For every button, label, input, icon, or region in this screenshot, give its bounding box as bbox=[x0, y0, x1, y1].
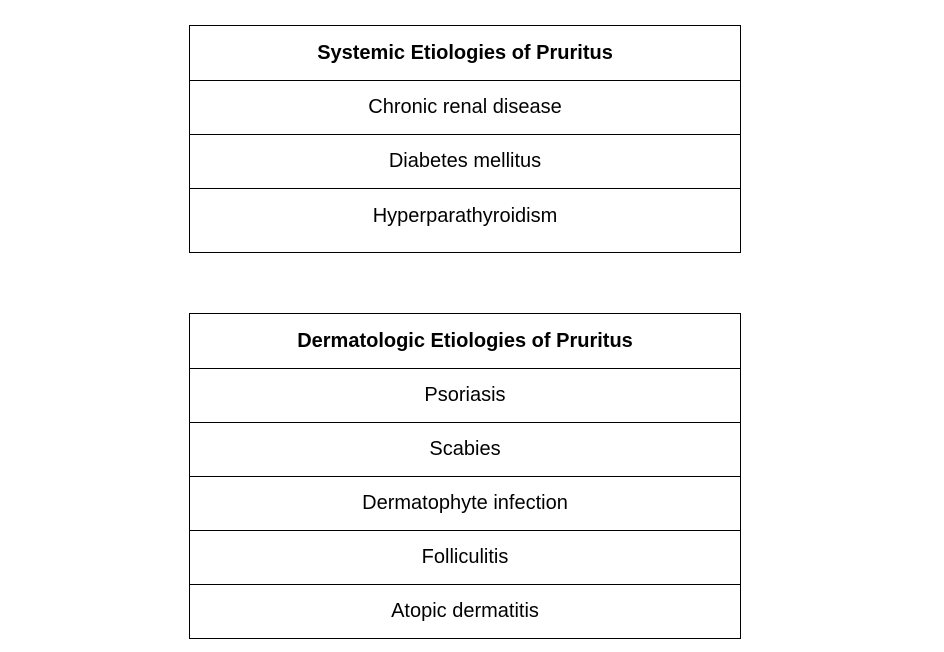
table-row bbox=[190, 135, 741, 189]
table-cell: Scabies bbox=[190, 423, 741, 477]
table-title: Dermatologic Etiologies of Pruritus bbox=[190, 314, 741, 369]
table-title: Systemic Etiologies of Pruritus bbox=[190, 26, 741, 81]
systemic-etiologies-table bbox=[189, 25, 741, 253]
table-row bbox=[190, 189, 741, 253]
table-header-row bbox=[190, 314, 741, 369]
table-cell: Atopic dermatitis bbox=[190, 585, 741, 639]
table-row bbox=[190, 531, 741, 585]
table-row bbox=[190, 81, 741, 135]
table-row bbox=[190, 477, 741, 531]
table-cell: Chronic renal disease bbox=[190, 81, 741, 135]
table-cell: Folliculitis bbox=[190, 531, 741, 585]
table-row bbox=[190, 585, 741, 639]
table-row bbox=[190, 369, 741, 423]
table-cell: Diabetes mellitus bbox=[190, 135, 741, 189]
dermatologic-etiologies-table bbox=[189, 313, 741, 639]
table-cell: Dermatophyte infection bbox=[190, 477, 741, 531]
table-cell: Psoriasis bbox=[190, 369, 741, 423]
table-header-row bbox=[190, 26, 741, 81]
table-row bbox=[190, 423, 741, 477]
table-cell: Hyperparathyroidism bbox=[190, 189, 741, 253]
